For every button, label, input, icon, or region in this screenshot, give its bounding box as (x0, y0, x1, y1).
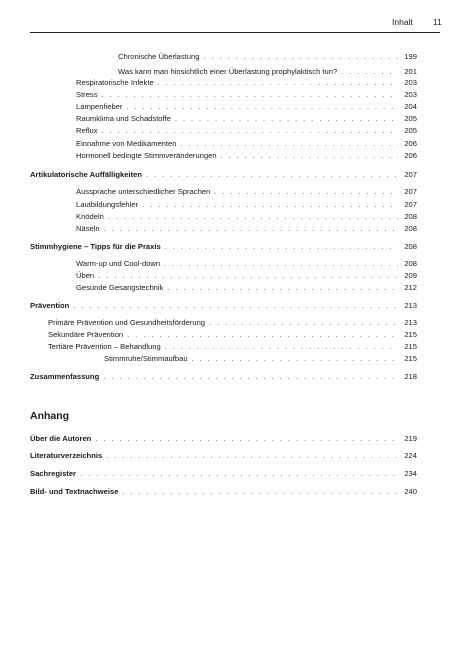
toc-entry (76, 113, 417, 124)
dot-leader (73, 300, 398, 311)
toc-entry-page: 205 (404, 114, 417, 123)
toc-entry (76, 77, 417, 88)
dot-leader (175, 113, 398, 124)
toc-entry-title: Üben (76, 271, 95, 280)
toc-entry (76, 150, 417, 161)
toc-chapter (30, 241, 417, 252)
toc-entry-title: Reflux (76, 126, 98, 135)
dot-leader (158, 77, 398, 88)
toc-entry-page: 215 (404, 330, 417, 339)
toc-entry-page: 207 (404, 170, 417, 179)
toc-entry-title: Was kann man hinsichtlich einer Überlastung prophylaktisch tun? (118, 67, 338, 76)
toc-entry-page: 203 (404, 90, 417, 99)
toc-entry-page: 207 (404, 187, 417, 196)
toc-entry-title: Zusammenfassung (30, 372, 100, 381)
toc-entry-page: 208 (404, 242, 417, 251)
dot-leader (108, 211, 398, 222)
appendix-heading: Anhang (30, 410, 70, 422)
toc-entry-page: 201 (404, 67, 417, 76)
toc-chapter (30, 468, 417, 479)
dot-leader (102, 125, 398, 136)
toc-entry-page: 204 (404, 102, 417, 111)
dot-leader (95, 433, 398, 444)
toc-entry-title: Lampenfieber (76, 102, 123, 111)
toc-entry (76, 125, 417, 136)
toc-entry-page: 234 (404, 469, 417, 478)
toc-entry (76, 89, 417, 100)
toc-entry-page: 240 (404, 487, 417, 496)
toc-entry-title: Warm-up und Cool-down (76, 259, 161, 268)
dot-leader (165, 341, 398, 352)
running-head-title: Inhalt (392, 17, 413, 27)
toc-chapter (30, 300, 417, 311)
toc-entry-page: 213 (404, 318, 417, 327)
toc-entry-page: 208 (404, 224, 417, 233)
toc-entry-title: Aussprache unterschiedlicher Sprachen (76, 187, 211, 196)
dot-leader (122, 486, 398, 497)
toc-entry-title: Lautbildungsfehler (76, 200, 139, 209)
toc-entry-page: 213 (404, 301, 417, 310)
dot-leader (146, 169, 398, 180)
dot-leader (98, 270, 398, 281)
toc-entry-title: Stimmhygiene – Tipps für die Praxis (30, 242, 161, 251)
dot-leader (167, 282, 398, 293)
dot-leader (165, 241, 398, 252)
dot-leader (102, 89, 398, 100)
toc-entry-page: 212 (404, 283, 417, 292)
toc-entry-title: Tertiäre Prävention – Behandlung (48, 342, 161, 351)
dot-leader (341, 66, 398, 77)
dot-leader (164, 258, 398, 269)
toc-entry-title: Gesunde Gesangstechnik (76, 283, 164, 292)
dot-leader (127, 329, 398, 340)
toc-entry-title: Literaturverzeichnis (30, 451, 103, 460)
toc-entry (76, 258, 417, 269)
toc-entry-page: 199 (404, 52, 417, 61)
toc-entry-page: 215 (404, 342, 417, 351)
dot-leader (142, 199, 398, 210)
toc-entry (48, 329, 417, 340)
toc-entry (76, 186, 417, 197)
toc-entry-page: 206 (404, 151, 417, 160)
toc-entry-page: 205 (404, 126, 417, 135)
toc-entry-title: Knödeln (76, 212, 104, 221)
toc-entry-title: Primäre Prävention und Gesundheitsförderung (48, 318, 206, 327)
toc-entry-title: Sachregister (30, 469, 77, 478)
dot-leader (80, 468, 398, 479)
toc-entry-title: Bild- und Textnachweise (30, 487, 119, 496)
dot-leader (192, 353, 398, 364)
toc-entry (76, 223, 417, 234)
dot-leader (126, 101, 398, 112)
toc-entry (118, 51, 417, 62)
toc-entry-title: Artikulatorische Auffälligkeiten (30, 170, 142, 179)
toc-entry-title: Raumklima und Schadstoffe (76, 114, 171, 123)
toc-entry (76, 282, 417, 293)
toc-entry-page: 206 (404, 139, 417, 148)
dot-leader (221, 150, 398, 161)
toc-entry-page: 218 (404, 372, 417, 381)
header-rule (30, 32, 440, 33)
toc-entry-title: Chronische Überlastung (118, 52, 200, 61)
dot-leader (203, 51, 398, 62)
toc-entry-page: 203 (404, 78, 417, 87)
toc-chapter (30, 486, 417, 497)
toc-entry (76, 211, 417, 222)
toc-entry (48, 341, 417, 352)
toc-entry (76, 199, 417, 210)
toc-entry-title: Prävention (30, 301, 70, 310)
toc-chapter (30, 169, 417, 180)
toc-entry-page: 208 (404, 212, 417, 221)
toc-entry (118, 66, 417, 77)
toc-entry-title: Respiratorische Infekte (76, 78, 154, 87)
running-head-page-number: 11 (433, 17, 442, 27)
toc-entry-page: 207 (404, 200, 417, 209)
toc-entry-title: Näseln (76, 224, 100, 233)
toc-entry-page: 208 (404, 259, 417, 268)
toc-entry-title: Hormonell bedingte Stimmveränderungen (76, 151, 217, 160)
toc-entry-title: Stress (76, 90, 98, 99)
toc-entry-page: 219 (404, 434, 417, 443)
toc-entry-title: Stimmruhe/Stimmaufbau (104, 354, 188, 363)
dot-leader (214, 186, 398, 197)
toc-entry (76, 101, 417, 112)
toc-entry-page: 215 (404, 354, 417, 363)
toc-entry (48, 317, 417, 328)
toc-chapter (30, 450, 417, 461)
dot-leader (209, 317, 398, 328)
toc-entry-page: 209 (404, 271, 417, 280)
toc-entry (104, 353, 417, 364)
dot-leader (103, 371, 398, 382)
toc-chapter (30, 371, 417, 382)
toc-chapter (30, 433, 417, 444)
toc-entry-page: 224 (404, 451, 417, 460)
toc-entry (76, 270, 417, 281)
toc-entry-title: Sekundäre Prävention (48, 330, 124, 339)
toc-entry (76, 138, 417, 149)
toc-entry-title: Über die Autoren (30, 434, 92, 443)
dot-leader (180, 138, 398, 149)
dot-leader (106, 450, 398, 461)
dot-leader (104, 223, 398, 234)
toc-entry-title: Einnahme von Medikamenten (76, 139, 177, 148)
